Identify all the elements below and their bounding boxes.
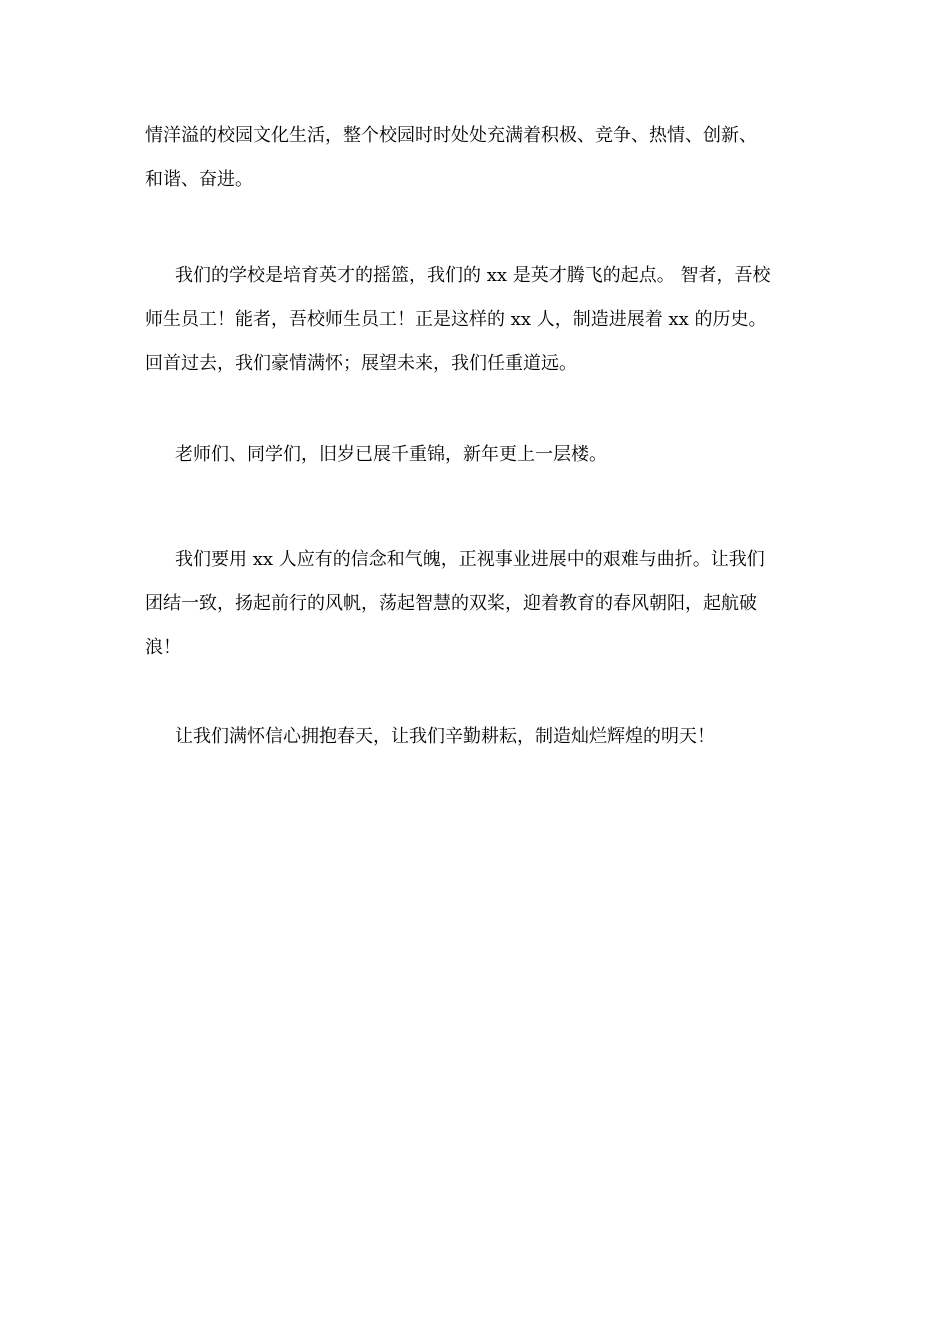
paragraph-2-line-3: 回首过去，我们豪情满怀；展望未来，我们任重道远。 [145,353,577,374]
paragraph-1-line-2: 和谐、奋进。 [145,169,253,190]
paragraph-4-line-1: 我们要用 xx 人应有的信念和气魄，正视事业进展中的艰难与曲折。让我们 [175,549,765,570]
paragraph-5 [145,715,810,759]
paragraph-4-line-2: 团结一致，扬起前行的风帆，荡起智慧的双桨，迎着教育的春风朝阳，起航破 [145,593,757,614]
paragraph-2-line-1: 我们的学校是培育英才的摇篮，我们的 xx 是英才腾飞的起点。 智者，吾校 [175,265,771,286]
paragraph-4 [145,538,810,670]
paragraph-3-line-1: 老师们、同学们，旧岁已展千重锦，新年更上一层楼。 [175,444,607,465]
paragraph-3 [145,433,810,477]
paragraph-5-line-1: 让我们满怀信心拥抱春天，让我们辛勤耕耘，制造灿烂辉煌的明天！ [175,726,715,747]
paragraph-2 [145,254,810,386]
paragraph-4-line-3: 浪！ [145,637,181,658]
paragraph-1-line-1: 情洋溢的校园文化生活，整个校园时时处处充满着积极、竞争、热情、创新、 [145,125,757,146]
paragraph-1 [145,114,810,202]
paragraph-2-line-2: 师生员工！能者，吾校师生员工！正是这样的 xx 人，制造进展着 xx 的历史。 [145,309,767,330]
